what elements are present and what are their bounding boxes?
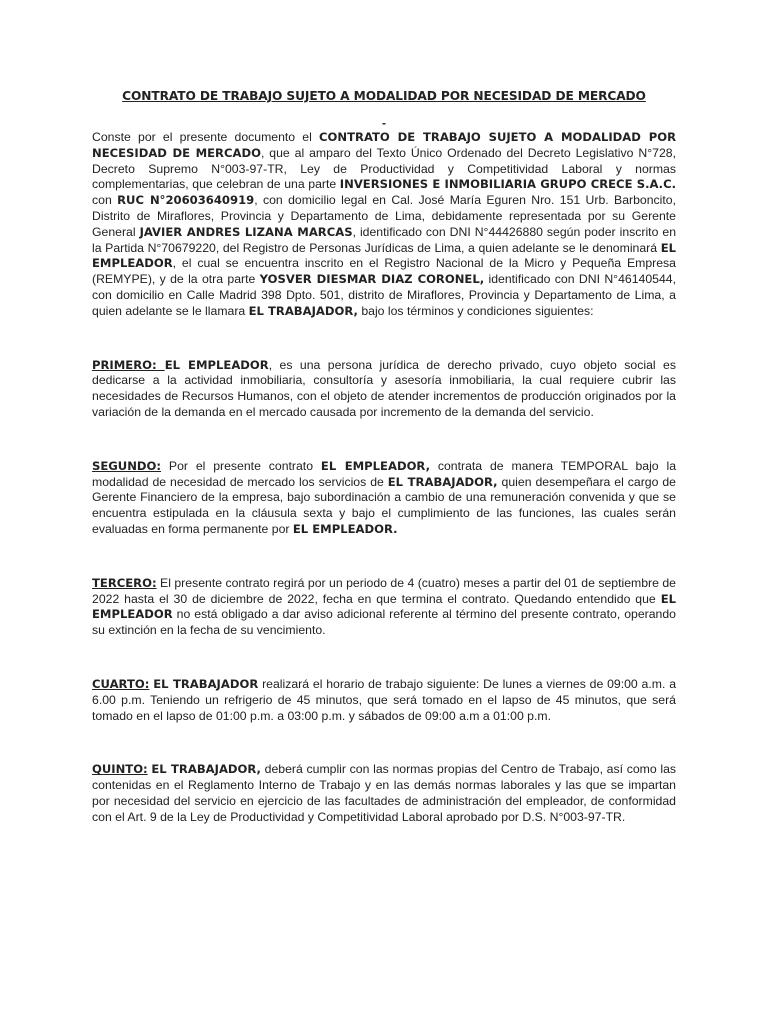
separator-dash: - bbox=[382, 116, 386, 130]
bold-text: EL EMPLEADOR bbox=[92, 591, 676, 622]
clause-quinto bbox=[92, 762, 676, 825]
clause-heading: PRIMERO: bbox=[92, 357, 165, 372]
bold-text: EL TRABAJADOR, bbox=[248, 303, 358, 318]
document-page bbox=[92, 86, 676, 826]
clause-tercero bbox=[92, 576, 676, 639]
bold-text: YOSVER DIESMAR DIAZ CORONEL, bbox=[259, 272, 485, 287]
body-text: Conste por el presente documento el bbox=[92, 130, 320, 144]
bold-text: EL TRABAJADOR bbox=[153, 676, 259, 691]
clause-heading: TERCERO: bbox=[92, 575, 157, 590]
bold-text: CONTRATO DE TRABAJO SUJETO A MODALIDAD POR NECESIDAD DE MERCADO bbox=[92, 130, 677, 160]
body-text: , es una persona jurídica de derecho privado, cuyo objeto social es dedicarse a la actividad inmobiliaria, consultoría y asesoría inmobiliaria, la cual requiere cubrir las necesidades de Recursos Humanos, con el objeto de atender incrementos de producción originados por la variación de la demanda en el mercado causada por incremento de la demanda del servicio. bbox=[92, 357, 676, 419]
body-text: bajo los términos y condiciones siguientes: bbox=[357, 303, 594, 318]
bold-text: EL TRABAJADOR, bbox=[387, 474, 498, 489]
clause-heading: QUINTO: bbox=[92, 762, 148, 777]
bold-text: EL EMPLEADOR. bbox=[292, 521, 398, 536]
bold-text: EL TRABAJADOR, bbox=[151, 762, 261, 777]
clause-cuarto bbox=[92, 677, 676, 724]
body-text: El presente contrato regirá por un periodo de 4 (cuatro) meses a partir del 01 de septiembre de 2022 hasta el 30 de diciembre de 2022, fecha en que termina el contrato. Quedando entendido que bbox=[92, 575, 676, 606]
clause-segundo bbox=[92, 459, 676, 538]
bold-text: JAVIER ANDRES LIZANA MARCAS bbox=[139, 224, 353, 239]
clause-primero bbox=[92, 358, 676, 421]
body-text: , con domicilio legal en Cal. José María Eguren Nro. 151 Urb. Barboncito, Distrito de Miraflores, Provincia y Departamento de Lima, debidamente representada por su Gerente General bbox=[92, 193, 677, 239]
clause-heading: CUARTO: bbox=[92, 676, 150, 691]
body-text: deberá cumplir con las normas propias del Centro de Trabajo, así como las contenidas en el Reglamento Interno de Trabajo y en las demás normas laborales y las que se impartan por necesidad del servicio en ejercicio de las facultades de administración del empleador, de conformidad con el Art. 9 de la Ley de Productividad y Competitividad Laboral aprobado por D.S. N°003-97-TR. bbox=[92, 762, 677, 824]
bold-text: EL EMPLEADOR bbox=[164, 357, 269, 372]
body-text: , que al amparo del Texto Único Ordenado del Decreto Legislativo N°728, Decreto Supremo N°003-97-TR, Ley de Productividad y Competitividad Laboral y normas complementarias, que celebran de una parte bbox=[92, 145, 676, 192]
body-text: con bbox=[92, 193, 118, 208]
clause-heading: SEGUNDO: bbox=[92, 458, 162, 473]
bold-text: RUC N°20603640919 bbox=[117, 193, 255, 208]
body-text: quien desempeñara el cargo de Gerente Financiero de la empresa, bajo subordinación a cambio de una remuneración convenida y que se encuentra estipulada en la cláusula sexta y bajo el cumplimiento de las funciones, las cuales serán evaluadas en forma permanente por bbox=[92, 474, 676, 536]
bold-text: EL EMPLEADOR bbox=[92, 240, 676, 271]
body-text: Por el presente contrato bbox=[161, 458, 321, 473]
body-text: identificado con DNI N°46140544, con domicilio en Calle Madrid 398 Dpto. 501, distrito de Miraflores, Provincia y Departamento de Lima, a quien adelante se le llamara bbox=[92, 272, 676, 318]
bold-text: EL EMPLEADOR, bbox=[320, 458, 430, 473]
body-text: contrata de manera TEMPORAL bajo la modalidad de necesidad de mercado los servicios de bbox=[92, 458, 677, 489]
intro-paragraph bbox=[92, 130, 676, 320]
document-title: CONTRATO DE TRABAJO SUJETO A MODALIDAD POR NECESIDAD DE MERCADO bbox=[122, 89, 646, 103]
body-text: realizará el horario de trabajo siguiente: De lunes a viernes de 09:00 a.m. a 6.00 p.m. Teniendo un refrigerio de 45 minutos, que será tomado en el lapso de 45 minutos, que será tomado en el lapso de 01:00 p.m. a 03:00 p.m. y sábados de 09:00 a.m a 01:00 p.m. bbox=[92, 676, 677, 723]
body-text: , el cual se encuentra inscrito en el Registro Nacional de la Micro y Pequeña Empresa (REMYPE), y de la otra parte bbox=[92, 256, 676, 287]
body-text: , identificado con DNI N°44426880 según poder inscrito en la Partida N°70679220, del Registro de Personas Jurídicas de Lima, a quien adelante se le denominará bbox=[92, 224, 677, 255]
bold-text: INVERSIONES E INMOBILIARIA GRUPO CRECE S.A.C. bbox=[339, 177, 676, 192]
body-text: no está obligado a dar aviso adicional referente al término del presente contrato, operando su extinción en la fecha de su vencimiento. bbox=[92, 607, 676, 638]
